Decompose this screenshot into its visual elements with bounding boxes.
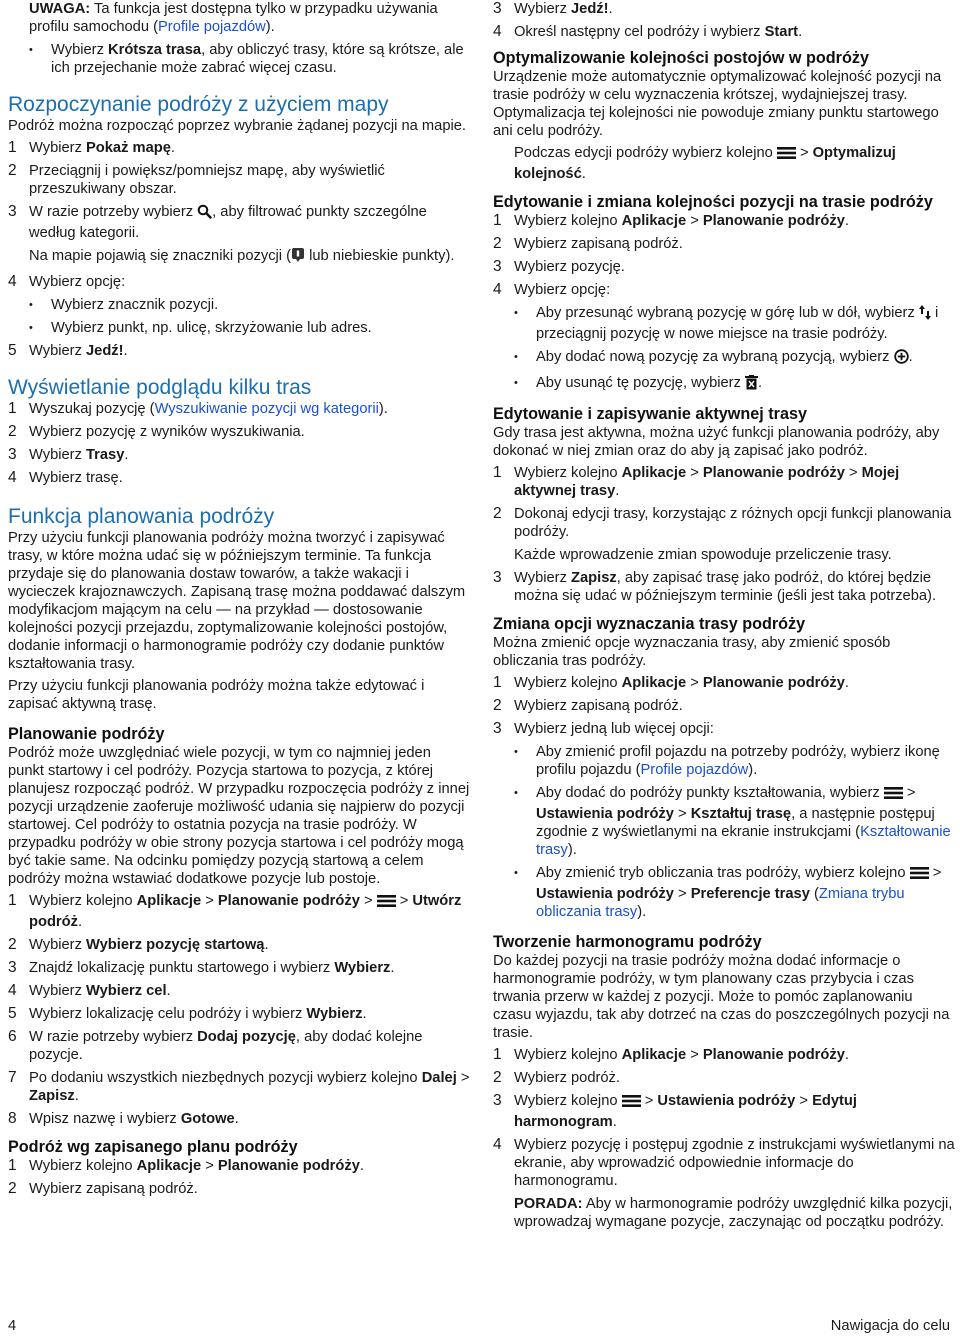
paragraph-trip-planner-active: Przy użyciu funkcji planowania podróży można także edytować i zapisać aktywną trasę. (8, 678, 425, 712)
menu-icon (777, 146, 796, 165)
paragraph-planning-trip: Podróż może uwzględniać wiele pozycji, w tym co najmniej jeden punkt startowy i cel podróży. Pozycja startowa to pozycja, z której planujesz rozpocząć podróż. W przypadku rozpoczęcia podróży z innej pozycji urządzenie zaoferuje możliwość udania się najpierw do pozycji startowej. Cel podróży to ostatnia pozycja na trasie podróży. W przypadku podróży w obie strony pozycja startowa i cel podróży mogą być takie same. Na odcinku pomiędzy pozycją startową a celem podróży można wstawiać dodatkowe pozycje lub postoje. (8, 745, 470, 887)
heading-trip-planner: Funkcja planowania podróży (8, 505, 275, 528)
step-1: 1 Wybierz kolejno Aplikacje > Planowanie podróży. (8, 1157, 364, 1174)
step-2: 2 Wybierz zapisaną podróż. (493, 697, 683, 714)
right-column (493, 0, 955, 1236)
step-3: 3 Wybierz Zapisz, aby zapisać trasę jako podróż, do której będzie można się udać w późniejszym terminie (jeśli jest taka potrzeba). (493, 569, 937, 604)
step-2: 2 Wybierz zapisaną podróż. (8, 1180, 198, 1197)
step-7: 7 Po dodaniu wszystkich niezbędnych pozycji wybierz kolejno Dalej > Zapisz. (8, 1069, 470, 1104)
option-vehicle-profile: • Aby zmienić profil pojazdu na potrzeby podróży, wybierz ikonę profilu pojazdu (Profile pojazdów). (493, 743, 955, 779)
section-name: Nawigacja do celu (830, 1318, 950, 1334)
menu-icon (910, 866, 929, 885)
step-3: 3 Znajdź lokalizację punktu startowego i wybierz Wybierz. (8, 959, 395, 976)
search-icon (197, 204, 212, 224)
link-search-by-category[interactable]: Wyszukiwanie pozycji wg kategorii (154, 401, 379, 417)
option-shaping-points: • Aby dodać do podróży punkty kształtowania, wybierz > Ustawienia podróży > Kształtuj trasę, a następnie postępuj zgodnie z wyświetlanymi na ekranie instrukcjami (Kształtowanie trasy). (493, 784, 955, 859)
step-3: 3 Wybierz Jedź!. (493, 0, 613, 17)
step-3: 3 Wybierz pozycję. (493, 258, 625, 275)
step-4: 4 Wybierz opcję: (8, 273, 126, 290)
step-2: 2 Dokonaj edycji trasy, korzystając z różnych opcji funkcji planowania podróży. (493, 505, 952, 540)
step-1: 1 Wybierz kolejno Aplikacje > Planowanie podróży. (493, 674, 849, 691)
step-2: 2 Przeciągnij i powiększ/pomniejsz mapę, aby wyświetlić przeszukiwany obszar. (8, 162, 385, 197)
step-3: 3 Wybierz Trasy. (8, 446, 129, 463)
step-5: 5 Wybierz lokalizację celu podróży i wybierz Wybierz. (8, 1005, 367, 1022)
heading-planning-trip: Planowanie podróży (8, 725, 165, 743)
option-move: • Aby przesunąć wybraną pozycję w górę lub w dół, wybierz i przeciągnij pozycję w nowe miejsce na trasie podróży. (493, 304, 955, 343)
menu-icon (377, 894, 396, 913)
heading-edit-reorder: Edytowanie i zmiana kolejności pozycji na trasie podróży (493, 193, 933, 211)
heading-route-preview: Wyświetlanie podglądu kilku tras (8, 376, 312, 399)
note-location-markers: Na mapie pojawią się znaczniki pozycji ( lub niebieskie punkty). (8, 247, 470, 268)
step-6: 6 W razie potrzeby wybierz Dodaj pozycję, aby dodać kolejne pozycje. (8, 1028, 423, 1063)
link-profile-pojazdow[interactable]: Profile pojazdów (640, 762, 749, 778)
note-recalculation: Każde wprowadzenie zmian spowoduje przeliczenie trasy. (514, 547, 892, 563)
note-vehicle-profile: UWAGA: Ta funkcja jest dostępna tylko w przypadku używania profilu samochodu (Profile pojazdów). (29, 1, 438, 35)
step-1: 1 Wybierz kolejno Aplikacje > Planowanie podróży > Mojej aktywnej trasy. (493, 464, 900, 499)
step-4: 4 Określ następny cel podróży i wybierz Start. (493, 23, 803, 40)
option-calculation-mode: • Aby zmienić tryb obliczania tras podróży, wybierz kolejno > Ustawienia podróży > Preferencje trasy (Zmiana trybu obliczania trasy). (493, 864, 955, 921)
heading-edit-active-route: Edytowanie i zapisywanie aktywnej trasy (493, 405, 807, 423)
heading-start-from-map: Rozpoczynanie podróży z użyciem mapy (8, 93, 389, 116)
step-5: 5 Wybierz Jedź!. (8, 342, 128, 359)
step-2: 2 Wybierz zapisaną podróż. (493, 235, 683, 252)
step-3: 3 Wybierz kolejno > Ustawienia podróży > Edytuj harmonogram. (493, 1092, 857, 1130)
step-3: 3 W razie potrzeby wybierz , aby filtrować punkty szczególne według kategorii. (8, 203, 427, 241)
menu-icon (622, 1094, 641, 1113)
paragraph-routing-options: Można zmienić opcje wyznaczania trasy, aby zmienić sposób obliczania tras podróży. (493, 635, 891, 669)
heading-optimize-order: Optymalizowanie kolejności postojów w podróży (493, 49, 869, 67)
option-add: • Aby dodać nową pozycję za wybraną pozycją, wybierz . (493, 348, 955, 369)
step-2: 2 Wybierz Wybierz pozycję startową. (8, 936, 269, 953)
option-point: • Wybierz punkt, np. ulicę, skrzyżowanie lub adres. (8, 319, 470, 337)
move-arrows-icon (919, 305, 931, 325)
option-marker: • Wybierz znacznik pozycji. (8, 296, 470, 314)
option-delete: • Aby usunąć tę pozycję, wybierz . (493, 374, 955, 395)
step-4: 4 Wybierz opcję: (493, 281, 611, 298)
page-number: 4 (8, 1318, 17, 1334)
step-4: 4 Wybierz pozycję i postępuj zgodnie z instrukcjami wyświetlanymi na ekranie, aby wprowadzić odpowiednie informacje do harmonogramu. (493, 1136, 955, 1189)
step-4: 4 Wybierz Wybierz cel. (8, 982, 171, 999)
step-2: 2 Wybierz pozycję z wyników wyszukiwania. (8, 423, 305, 440)
link-calculation-mode[interactable]: Zmiana trybu obliczania trasy (536, 886, 905, 920)
bullet-shortest-route: • Wybierz Krótsza trasa, aby obliczyć trasy, które są krótsze, ale ich przejechanie może zabrać więcej czasu. (8, 41, 470, 77)
step-3: 3 Wybierz jedną lub więcej opcji: (493, 720, 714, 737)
note-optimize-order: Podczas edycji podróży wybierz kolejno > Optymalizuj kolejność. (514, 145, 896, 182)
trash-icon (745, 375, 758, 395)
paragraph-optimize-order: Urządzenie może automatycznie optymalizować kolejność pozycji na trasie podróży w celu wyznaczenia krótszej, wydajniejszej trasy. Optymalizacja tej kolejności nie powoduje zmiany punktu startowego ani celu podróży. (493, 69, 942, 139)
step-1: 1 Wybierz kolejno Aplikacje > Planowanie podróży. (493, 212, 849, 229)
heading-saved-trip: Podróż wg zapisanego planu podróży (8, 1138, 298, 1156)
step-1: 1 Wybierz kolejno Aplikacje > Planowanie podróży > > Utwórz podróż. (8, 892, 462, 930)
tip-schedule: PORADA: Aby w harmonogramie podróży uwzględnić kilka pozycji, wprowadzaj wymagane pozycje, zaczynając od początku podróży. (514, 1196, 953, 1230)
step-1: 1 Wyszukaj pozycję (Wyszukiwanie pozycji wg kategorii). (8, 400, 388, 417)
paragraph-trip-schedule: Do każdej pozycji na trasie podróży można dodać informacje o harmonogramie podróży, w tym planowany czas przybycia i czas trwania przerw w każdej z pozycji. Może to pomóc zaplanowaniu czasu wyjazdu, tak aby dotrzeć na czas do poszczególnych pozycji na trasie. (493, 953, 950, 1041)
link-shaping-route[interactable]: Kształtowanie trasy (536, 824, 951, 858)
location-pin-icon (291, 247, 305, 268)
left-column (8, 0, 470, 1203)
paragraph-start-from-map: Podróż można rozpocząć poprzez wybranie żądanej pozycji na mapie. (8, 118, 467, 134)
paragraph-edit-active-route: Gdy trasa jest aktywna, można użyć funkcji planowania podróży, aby dokonać w niej zmian oraz do aby ją zapisać jako podróż. (493, 425, 940, 459)
heading-routing-options: Zmiana opcji wyznaczania trasy podróży (493, 615, 806, 633)
step-1: 1 Wybierz Pokaż mapę. (8, 139, 175, 156)
menu-icon (884, 786, 903, 805)
step-8: 8 Wpisz nazwę i wybierz Gotowe. (8, 1110, 239, 1127)
step-1: 1 Wybierz kolejno Aplikacje > Planowanie podróży. (493, 1046, 849, 1063)
step-2: 2 Wybierz podróż. (493, 1069, 620, 1086)
step-4: 4 Wybierz trasę. (8, 469, 123, 486)
paragraph-trip-planner: Przy użyciu funkcji planowania podróży można tworzyć i zapisywać trasy, w które można udać się w późniejszym terminie. Ta funkcja przydaje się do planowania dostaw towarów, a także wakacji i wycieczek krajoznawczych. Zapisaną trasę można poddawać dalszym modyfikacjom mającym na celu — na przykład — dostosowanie kolejności pozycji przejazdu, zoptymalizowanie kolejności postojów, dodanie informacji o harmonogramie podróży czy dodanie punktów kształtowania trasy. (8, 530, 466, 672)
link-profile-pojazdow[interactable]: Profile pojazdów (158, 19, 266, 35)
add-circle-icon (894, 349, 909, 369)
heading-trip-schedule: Tworzenie harmonogramu podróży (493, 933, 762, 951)
